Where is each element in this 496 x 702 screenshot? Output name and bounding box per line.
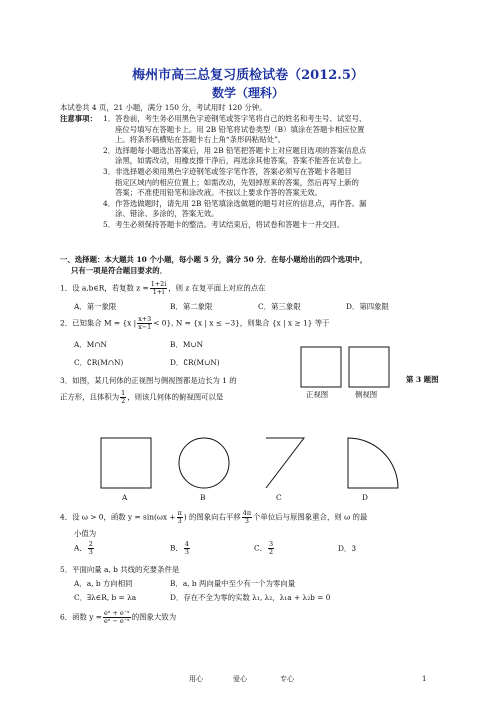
question-4-line-2: 小值为 xyxy=(74,529,97,538)
q2-fraction xyxy=(137,316,152,331)
q1-option-d[interactable]: D．第四象限 xyxy=(346,302,389,311)
notice-3-line-2: 指定区域内的相应位置上；如需改动，先划掉原来的答案，然后再写上新的 xyxy=(115,177,359,187)
front-view-label: 正视图 xyxy=(306,390,329,399)
exam-title: 梅州市高三总复习质检试卷（2012.5） xyxy=(132,68,364,83)
q4-pre: 4．设 ω > 0，函数 y = sin(ωx + xyxy=(60,512,176,522)
figure-3-label: 第 3 题图 xyxy=(406,375,439,384)
notice-label: 注意事项： xyxy=(60,114,97,123)
question-4-options xyxy=(74,541,454,556)
notice-3-line-1: 3．非选择题必须用黑色字迹钢笔或签字笔作答，答案必须写在答题卡各题目 xyxy=(103,166,352,176)
q3-line2-post: ，则该几何体的俯视图可以是 xyxy=(127,392,224,402)
q6-fraction xyxy=(103,610,131,625)
q4-option-a-label: A． xyxy=(74,543,87,553)
q4-b-num: 4π xyxy=(242,509,252,517)
side-view-square xyxy=(349,347,389,387)
question-5-options-row-2 xyxy=(74,593,330,604)
q4-option-c-den: 2 xyxy=(269,548,274,556)
q1-option-c[interactable]: C．第三象限 xyxy=(258,302,301,311)
q4-a-den: 3 xyxy=(177,517,182,525)
q3-option-a[interactable]: A xyxy=(122,493,128,502)
q1-fraction xyxy=(150,281,168,296)
q4-option-b-den: 3 xyxy=(184,548,189,556)
q5-option-b[interactable]: B．a, b 两向量中至少有一个为零向量 xyxy=(170,579,296,588)
footer-item-3: 专心 xyxy=(280,675,294,683)
question-1-options xyxy=(74,302,454,313)
q1-num: 1+2i xyxy=(150,280,167,288)
q4-option-b-num: 4 xyxy=(184,540,189,548)
q2-pre: 2．已知集合 M = {x | xyxy=(60,318,137,328)
q3-line2-pre: 正方形，且体积为 xyxy=(60,392,120,402)
subject-title: 数学（理科） xyxy=(211,86,284,100)
question-4-stem xyxy=(60,510,367,525)
option-d-quarter-circle xyxy=(348,438,398,488)
question-3-line-1: 3．如图，某几何体的正视图与侧视图都是边长为 1 的 xyxy=(60,376,237,385)
notice-1-line-2: 座位号填写在答题卡上。用 2B 铅笔将试卷类型（B）填涂在答题卡相应位置 xyxy=(115,124,365,134)
notice-list xyxy=(103,114,366,231)
exam-intro: 本试卷共 4 页，21 小题，满分 150 分，考试用时 120 分钟。 xyxy=(60,103,267,112)
side-view-label: 侧视图 xyxy=(355,390,378,399)
question-5-stem: 5．平面向量 a, b 共线的充要条件是 xyxy=(60,565,180,574)
q4-mid: ) 的图象向右平移 xyxy=(183,512,241,522)
q1-pre: 1．设 a,b∈R，若复数 z = xyxy=(60,283,149,293)
q4-b-den: 3 xyxy=(244,517,249,525)
question-5-options-row-1 xyxy=(74,579,295,590)
q3-option-b[interactable]: B xyxy=(200,493,206,502)
q1-option-a[interactable]: A．第一象限 xyxy=(74,302,117,311)
q6-post: 的图象大致为 xyxy=(131,612,177,622)
option-b-circle xyxy=(179,438,229,488)
footer-item-1: 用心 xyxy=(189,675,203,683)
q4-option-b-label: B． xyxy=(170,543,183,553)
section-1-heading: 一、选择题：本大题共 10 个小题，每小题 5 分，满分 50 分．在每小题给出的四个选项中， xyxy=(60,255,368,264)
q4-option-a[interactable] xyxy=(74,541,170,556)
question-3-line-2 xyxy=(60,390,223,405)
option-c-triangle xyxy=(266,438,304,488)
q3-option-d[interactable]: D xyxy=(362,493,368,502)
q3-volume-fraction xyxy=(120,390,126,405)
q4-post: 个单位后与原图象重合，则 ω 的最 xyxy=(253,512,368,522)
q2-option-c[interactable]: C．∁R(M∩N) xyxy=(74,358,124,367)
q4-option-a-den: 3 xyxy=(88,548,93,556)
section-1-heading-cont: 只有一项是符合题目要求的． xyxy=(71,266,168,275)
question-2-stem xyxy=(60,316,330,331)
question-2-options-row-2 xyxy=(74,358,220,369)
q3-option-c[interactable]: C xyxy=(276,493,282,502)
question-1-stem xyxy=(60,281,266,296)
question-6-stem xyxy=(60,610,176,625)
q5-option-a[interactable]: A．a, b 方向相同 xyxy=(74,579,133,588)
q1-post: ，则 z 在复平面上对应的点在 xyxy=(168,283,266,293)
q1-option-b[interactable]: B．第二象限 xyxy=(170,302,213,311)
notice-3-line-3: 答案；不准使用铅笔和涂改液。不按以上要求作答的答案无效。 xyxy=(115,188,322,198)
q6-num: eˣ + e⁻ˣ xyxy=(103,609,130,617)
q5-option-c[interactable]: C．∃λ∈R, b = λa xyxy=(74,593,137,602)
q4-phase-fraction xyxy=(177,510,183,525)
q1-den: 1+i xyxy=(152,288,165,296)
question-2-options-row-1 xyxy=(74,340,203,351)
q2-mid: < 0}, N = {x | x ≤ −3}，则集合 {x | x ≥ 1} 等于 xyxy=(153,318,330,328)
notice-2-line-1: 2．选择题每小题选出答案后，用 2B 铅笔把答题卡上对应题目选项的答案信息点 xyxy=(103,145,367,155)
footer-item-2: 爱心 xyxy=(233,675,247,683)
notice-4-line-1: 4．作答选做题时，请先用 2B 铅笔填涂选做题的题号对应的信息点，再作答。漏 xyxy=(103,198,367,208)
q4-option-b[interactable] xyxy=(170,541,254,556)
notice-1-line-3: 上。将条形码横贴在答题卡右上角“条形码粘贴处”。 xyxy=(115,135,286,145)
notice-5-line-1: 5．考生必须保持答题卡的整洁。考试结束后，将试卷和答题卡一并交回。 xyxy=(103,219,345,229)
q4-option-c[interactable] xyxy=(254,541,338,556)
q2-option-d[interactable]: D．∁R(M∪N) xyxy=(170,358,220,367)
notice-4-line-2: 涂、错涂、多涂的，答案无效。 xyxy=(115,209,219,219)
q2-den: x−1 xyxy=(138,323,152,331)
front-view-square xyxy=(301,347,341,387)
q4-option-d[interactable]: D．3 xyxy=(338,543,357,553)
option-a-square xyxy=(101,438,151,488)
q4-shift-fraction xyxy=(242,510,252,525)
notice-2-line-2: 涂黑，如需改动，用橡皮擦干净后，再选涂其他答案，答案不能答在试卷上。 xyxy=(115,156,367,166)
q5-option-d[interactable]: D．存在不全为零的实数 λ₁, λ₂，λ₁a + λ₂b = 0 xyxy=(170,593,331,602)
q6-den: eˣ − e⁻ˣ xyxy=(103,617,130,625)
q4-option-a-num: 2 xyxy=(88,540,93,548)
q3-vol-num: 1 xyxy=(121,389,126,397)
q2-option-a[interactable]: A．M∩N xyxy=(74,340,107,349)
q2-option-b[interactable]: B．M∪N xyxy=(170,340,204,349)
q3-vol-den: 2 xyxy=(121,397,126,405)
q4-a-num: π xyxy=(177,509,182,517)
q4-option-c-num: 3 xyxy=(269,540,274,548)
q6-pre: 6．函数 y = xyxy=(60,612,102,622)
q2-num: x+3 xyxy=(138,315,152,323)
notice-1-line-1: 1．答卷前，考生务必用黑色字迹钢笔或签字笔将自己的姓名和考生号、试室号、 xyxy=(103,114,367,123)
page-number: 1 xyxy=(422,675,427,683)
q4-option-c-label: C． xyxy=(254,543,268,553)
